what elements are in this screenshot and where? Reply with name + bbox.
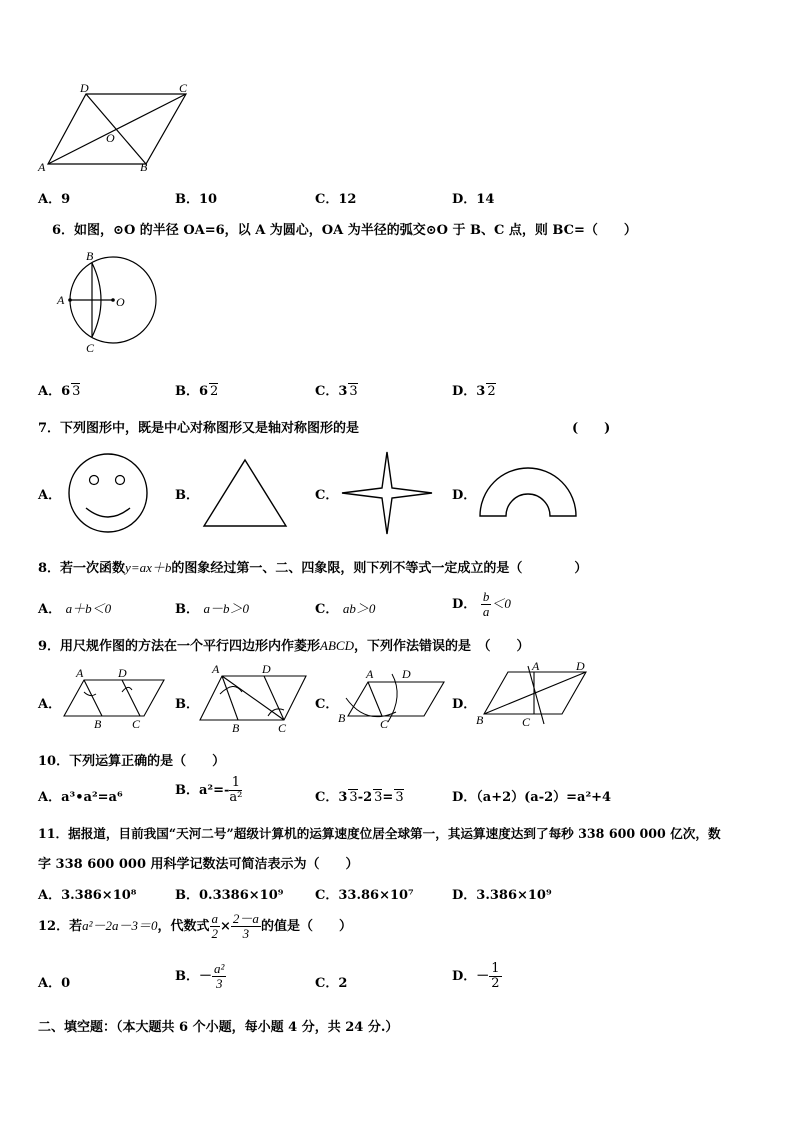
q5-label-c: C xyxy=(179,81,188,95)
q9-option-c[interactable]: C． xyxy=(315,697,339,712)
q12-stem: 12．若a²－2a－3＝0，代数式 $\frac{a}{2}$ × $\frac{2-a}{3}$ 的值是（ ） xyxy=(38,911,352,941)
q8-option-c[interactable]: C． ab＞0 xyxy=(315,601,376,617)
q10-option-c[interactable]: C．3 3-2 3= 3 xyxy=(315,790,404,805)
q6-circle-figure xyxy=(52,248,160,356)
q9b-label-b: B xyxy=(232,721,240,734)
triangle-icon xyxy=(200,456,290,530)
q9-stem: 9．用尺规作图的方法在一个平行四边形内作菱形ABCD，下列作法错误的是 （ ） xyxy=(38,638,530,654)
smiley-face-icon xyxy=(64,450,152,536)
q6-label-b: B xyxy=(86,249,94,263)
q7-stem: 7．下列图形中，既是中心对称图形又是轴对称图形的是 xyxy=(38,421,360,436)
q5-option-c[interactable]: C．12 xyxy=(315,192,357,207)
q6-label-o: O xyxy=(116,295,125,309)
q9a-label-b: B xyxy=(94,717,102,730)
four-point-star-icon xyxy=(340,450,434,536)
q9-construction-a xyxy=(60,664,170,730)
q8-stem: 8．若一次函数y=ax＋b的图象经过第一、二、四象限，则下列不等式一定成立的是（ ） xyxy=(38,560,588,576)
q10-option-a[interactable]: A．a³•a²=a⁶ xyxy=(38,790,123,805)
q5-option-a[interactable]: A．9 xyxy=(38,192,71,207)
q9c-label-a: A xyxy=(366,667,374,681)
q6-option-d[interactable]: D．3 2 xyxy=(452,384,496,399)
q9-option-b[interactable]: B． xyxy=(175,697,199,712)
q6-label-a: A xyxy=(57,293,65,307)
q9-construction-b xyxy=(198,660,310,734)
q9-option-d[interactable]: D． xyxy=(452,697,477,712)
q9a-label-a: A xyxy=(76,666,84,680)
q12-option-d[interactable]: D．－ $\frac{1}{2}$ xyxy=(452,961,500,991)
q6-option-c[interactable]: C．3 3 xyxy=(315,384,358,399)
q10-option-b[interactable]: B．a²=- $\frac{1}{\text{a²}}$ xyxy=(175,775,243,805)
q9d-label-b: B xyxy=(476,713,484,727)
q9b-label-d: D xyxy=(262,662,271,676)
q7-option-d[interactable]: D． xyxy=(452,488,477,503)
q9-construction-c xyxy=(336,664,448,734)
q9d-label-c: C xyxy=(522,715,531,729)
q11-stem-line2: 字 338 600 000 用科学记数法可简洁表示为（ ） xyxy=(38,857,359,872)
q9b-label-c: C xyxy=(278,721,287,734)
q9d-label-d: D xyxy=(576,660,585,673)
q9d-label-a: A xyxy=(532,660,540,673)
q12-option-a[interactable]: A．0 xyxy=(38,976,71,991)
q8-option-d[interactable]: D． $\frac{b}{a}$ ＜0 xyxy=(452,589,511,619)
q8-option-a[interactable]: A． a＋b＜0 xyxy=(38,601,112,617)
q11-stem-line1: 11．据报道，目前我国“天河二号”超级计算机的运算速度位居全球第一，其运算速度达到了每秒 338 600 000 亿次，数 xyxy=(38,826,721,841)
q9-construction-d xyxy=(474,660,594,734)
q9b-label-a: A xyxy=(212,662,220,676)
q12-option-b[interactable]: B．－ $\frac{\text{a²}}{3}$ xyxy=(175,961,225,991)
q11-option-b[interactable]: B．0.3386×10⁹ xyxy=(175,888,284,903)
q7-option-b[interactable]: B． xyxy=(175,488,199,503)
q5-option-b[interactable]: B．10 xyxy=(175,192,218,207)
q6-option-b[interactable]: B．6 2 xyxy=(175,384,219,399)
q5-label-o: O xyxy=(106,131,115,145)
q9c-label-d: D xyxy=(402,667,411,681)
q5-label-b: B xyxy=(140,160,148,174)
q5-parallelogram-figure xyxy=(36,78,196,174)
q8-option-b[interactable]: B． a－b＞0 xyxy=(175,601,250,617)
q5-label-a: A xyxy=(38,160,46,174)
q7-paren: ( ) xyxy=(572,421,611,436)
q11-option-d[interactable]: D．3.386×10⁹ xyxy=(452,888,552,903)
q5-label-d: D xyxy=(80,81,89,95)
q9c-label-b: B xyxy=(338,711,346,725)
q9c-label-c: C xyxy=(380,717,389,731)
q11-option-c[interactable]: C．33.86×10⁷ xyxy=(315,888,414,903)
q11-option-a[interactable]: A．3.386×10⁸ xyxy=(38,888,137,903)
q5-option-d[interactable]: D．14 xyxy=(452,192,495,207)
q10-option-d[interactable]: D．（a+2）(a-2）=a²+4 xyxy=(452,790,612,805)
q6-label-c: C xyxy=(86,341,95,355)
q12-option-c[interactable]: C．2 xyxy=(315,976,348,991)
q6-option-a[interactable]: A．6 3 xyxy=(38,384,81,399)
q9-option-a[interactable]: A． xyxy=(38,697,62,712)
section-2-heading: 二、填空题：（本大题共 6 个小题，每小题 4 分，共 24 分.） xyxy=(38,1020,399,1035)
q9a-label-d: D xyxy=(118,666,127,680)
half-ring-icon xyxy=(478,460,578,520)
q9a-label-c: C xyxy=(132,717,141,730)
q10-stem: 10．下列运算正确的是（ ） xyxy=(38,754,226,769)
q7-option-c[interactable]: C． xyxy=(315,488,339,503)
q7-option-a[interactable]: A． xyxy=(38,488,62,503)
q6-stem: 6．如图，⊙O 的半径 OA=6，以 A 为圆心，OA 为半径的弧交⊙O 于 B、C 点，则 BC=（ ） xyxy=(52,223,637,238)
